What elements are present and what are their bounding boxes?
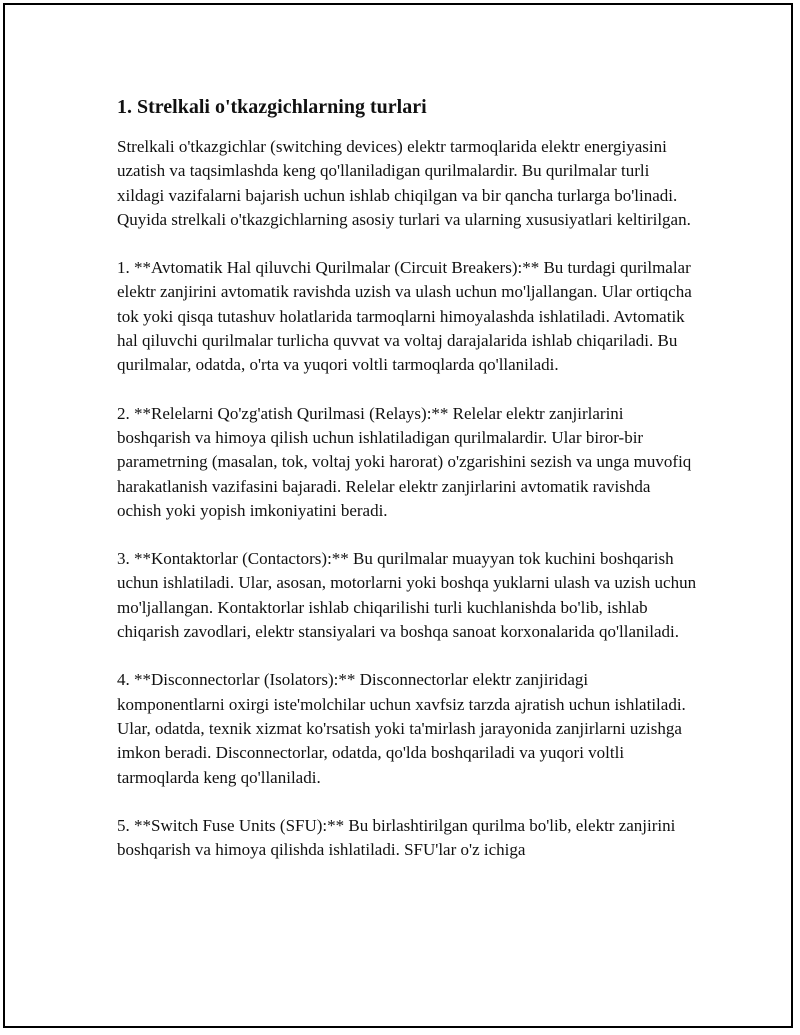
isolators-paragraph: 4. **Disconnectorlar (Isolators):** Disconnectorlar elektr zanjiridagi komponentlarni oxirgi iste'molchilar uchun xavfsiz tarzda ajratish uchun ishlatiladi. Ular, odatda, texnik xizmat ko'rsatish yoki ta'mirlash jarayonida zanjirlarni uzishga imkon beradi. Disconnectorlar, odatda, qo'lda boshqariladi va yuqori voltli tarmoqlarda keng qo'llaniladi. xyxy=(117,670,686,787)
contactors-paragraph: 3. **Kontaktorlar (Contactors):** Bu qurilmalar muayyan tok kuchini boshqarish uchun ishlatiladi. Ular, asosan, motorlarni yoki boshqa yuklarni ulash va uzish uchun mo'ljallangan. Kontaktorlar ishlab chiqarilishi turli kuchlanishda bo'lib, ishlab chiqarish zavodlari, elektr stansiyalari va boshqa sanoat korxonalarida qo'llaniladi. xyxy=(117,549,697,642)
intro-paragraph: Strelkali o'tkazgichlar (switching devices) elektr tarmoqlarida elektr energiyasini uzatish va taqsimlashda keng qo'llaniladigan qurilmalardir. Bu qurilmalar turli xildagi vazifalarni bajarish uchun ishlab chiqilgan va bir qancha turlarga bo'linadi. Quyida strelkali o'tkazgichlarning asosiy turlari va ularning xususiyatlari keltirilgan. xyxy=(117,137,691,229)
sfu-paragraph: 5. **Switch Fuse Units (SFU):** Bu birlashtirilgan qurilma bo'lib, elektr zanjirini boshqarish va himoya qilishda ishlatiladi. SFU'lar o'z ichiga xyxy=(117,815,676,860)
relays-paragraph: 2. **Relelarni Qo'zg'atish Qurilmasi (Relays):** Relelar elektr zanjirlarini boshqarish va himoya qilish uchun ishlatiladigan qurilmalardir. Ular biror-bir parametrning (masalan, tok, voltaj yoki harorat) o'zgarishini sezish va unga muvofiq harakatlanish vazifasini bajaradi. Relelar elektr zanjirlarini avtomatik ravishda ochish yoki yopish imkoniyatini beradi. xyxy=(117,403,692,520)
circuit-breakers-paragraph: 1. **Avtomatik Hal qiluvchi Qurilmalar (Circuit Breakers):** Bu turdagi qurilmalar elektr zanjirini avtomatik ravishda uzish va ulash uchun mo'ljallangan. Ular ortiqcha tok yoki qisqa tutashuv holatlarida tarmoqlarni himoyalashda ishlatiladi. Avtomatik hal qiluvchi qurilmalar turlicha quvvat va voltaj darajalarida ishlab chiqariladi. Bu qurilmalar, odatda, o'rta va yuqori voltli tarmoqlarda qo'llaniladi. xyxy=(117,258,692,375)
document-body xyxy=(117,93,697,886)
section-title: 1. Strelkali o'tkazgichlarning turlari xyxy=(117,96,427,118)
